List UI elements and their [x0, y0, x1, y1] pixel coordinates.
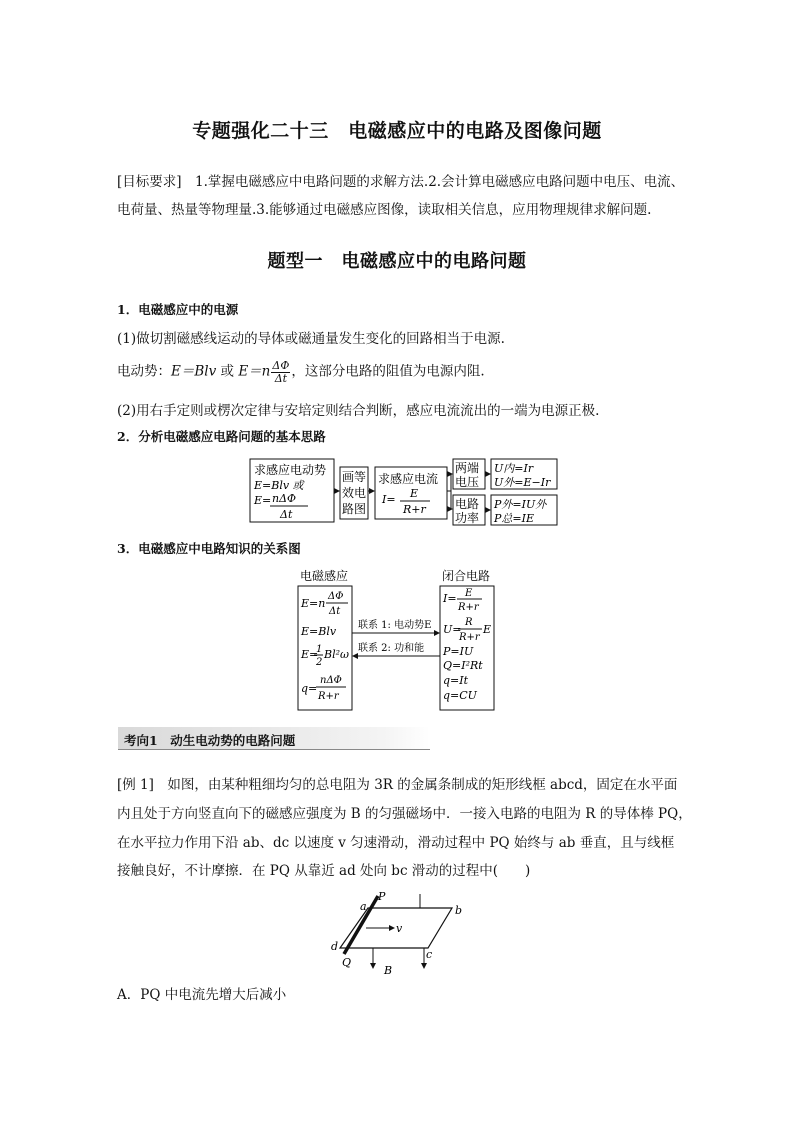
flow-box-circuit-l3: 路图	[342, 502, 367, 516]
flow-out-uout: U外=E−Ir	[494, 476, 551, 489]
example-figure	[326, 888, 476, 978]
formula-blv: E＝Blv	[171, 363, 217, 380]
flow-box-current-num: E	[410, 487, 419, 500]
relation-l1: E=n	[301, 597, 326, 610]
relation-link-1: 联系 1: 电动势E	[358, 620, 432, 631]
flow-box-voltage-l1: 两端	[455, 461, 480, 475]
label-a: a	[360, 900, 367, 913]
label-c: c	[426, 948, 433, 961]
flow-box-emf-den: Δt	[280, 508, 293, 521]
relation-l3a: E=	[301, 648, 319, 661]
label-d: d	[331, 940, 339, 953]
para-2-suffix: ，这部分电路的阻值为电源内阻.	[291, 363, 485, 380]
flow-box-current-title: 求感应电流	[378, 472, 439, 486]
subtopic-band	[118, 727, 430, 750]
formula-n: E＝n	[238, 363, 271, 380]
example-line-4: 接触良好，不计摩擦．在 PQ 从靠近 ad 处向 bc 滑动的过程中( )	[117, 863, 531, 879]
relation-r3: P=IU	[443, 645, 474, 658]
relation-left-title: 电磁感应	[300, 569, 349, 583]
relation-l2: E=Blv	[301, 625, 337, 638]
flow-box-power-l2: 功率	[455, 511, 480, 525]
flow-box-emf-l2: E=Blv 或	[254, 479, 304, 492]
relation-r4: Q=I²Rt	[443, 659, 483, 672]
flow-diagram	[248, 455, 560, 527]
para-3: (2)用右手定则或楞次定律与安培定则结合判断，感应电流流出的一端为电源正极.	[117, 403, 600, 419]
label-v: v	[396, 922, 403, 935]
relation-l1-num: ΔΦ	[328, 591, 344, 602]
subtopic-title: 考向1 动生电动势的电路问题	[124, 733, 296, 748]
relation-r1-num: E	[465, 588, 473, 599]
flow-box-power-l1: 电路	[455, 497, 480, 511]
flow-out-pout: P外=IU外	[494, 498, 547, 511]
option-a: A．PQ 中电流先增大后减小	[117, 987, 287, 1003]
relation-r2: U=	[443, 623, 462, 636]
relation-l4-num: nΔΦ	[320, 675, 342, 686]
flow-box-current-den: R+r	[403, 503, 426, 516]
heading-power-source: 1．电磁感应中的电源	[117, 302, 239, 317]
label-b: b	[455, 904, 463, 917]
heading-basic-approach: 2．分析电磁感应电路问题的基本思路	[117, 429, 326, 444]
flow-out-ptotal: P总=IE	[494, 512, 534, 525]
flow-box-emf-num: nΔΦ	[272, 492, 297, 505]
label-p: P	[378, 890, 386, 903]
fraction-den: Δt	[274, 371, 288, 385]
flow-out-uin: U内=Ir	[494, 462, 534, 475]
relation-diagram	[296, 566, 498, 714]
relation-r2-den: R+r	[459, 632, 480, 643]
flow-box-current-l2: I=	[382, 493, 396, 506]
para-1: (1)做切割磁感线运动的导体或磁通量发生变化的回路相当于电源.	[117, 331, 505, 347]
label-b-field: B	[384, 964, 393, 977]
page-title: 专题强化二十三 电磁感应中的电路及图像问题	[192, 120, 602, 142]
flow-box-circuit-l2: 效电	[342, 486, 367, 500]
relation-r2b: E	[483, 623, 492, 636]
para-2-or: 或	[216, 363, 239, 380]
relation-r1-den: R+r	[458, 602, 479, 613]
relation-l4-den: R+r	[318, 691, 339, 702]
relation-l3b: Bl²ω	[324, 648, 349, 661]
para-2	[117, 360, 485, 384]
relation-link-2: 联系 2: 功和能	[358, 643, 425, 654]
section-title: 题型一 电磁感应中的电路问题	[267, 251, 527, 272]
relation-l4: q=	[301, 682, 318, 695]
label-q: Q	[342, 956, 352, 969]
relation-r2-num: R	[465, 617, 473, 628]
relation-r5: q=It	[443, 674, 469, 687]
relation-l3-den: 2	[316, 657, 323, 668]
example-line-3: 在水平拉力作用下沿 ab、dc 以速度 v 匀速滑动，滑动过程中 PQ 始终与 ab 垂直，且与线框	[117, 835, 675, 851]
flow-box-emf-title: 求感应电动势	[254, 463, 327, 477]
flow-box-voltage-l2: 电压	[455, 475, 480, 489]
example-line-2: 内且处于方向竖直向下的磁感应强度为 B 的匀强磁场中．一接入电路的电阻为 R 的导体棒 PQ，	[117, 806, 692, 822]
relation-l1-den: Δt	[329, 606, 341, 617]
flow-box-emf-l3: E=	[254, 494, 272, 507]
relation-r1: I=	[443, 592, 457, 605]
relation-l3-num: 1	[316, 644, 323, 655]
example-line-1: [例 1] 如图，由某种粗细均匀的总电阻为 3R 的金属条制成的矩形线框 abcd，固定在水平面	[117, 777, 678, 793]
heading-relation: 3．电磁感应中电路知识的关系图	[117, 541, 301, 556]
relation-right-title: 闭合电路	[442, 569, 491, 583]
goals-line-2: 电荷量、热量等物理量.3.能够通过电磁感应图像，读取相关信息，应用物理规律求解问题.	[117, 202, 652, 218]
relation-r6: q=CU	[443, 689, 477, 702]
para-2-prefix: 电动势：	[117, 363, 171, 380]
fraction-num: ΔΦ	[272, 359, 290, 372]
fraction-dphi-dt	[271, 360, 290, 384]
goals-line-1: [目标要求] 1.掌握电磁感应中电路问题的求解方法.2.会计算电磁感应电路问题中电压、电流、	[117, 174, 685, 190]
flow-box-circuit-l1: 画等	[342, 470, 367, 484]
